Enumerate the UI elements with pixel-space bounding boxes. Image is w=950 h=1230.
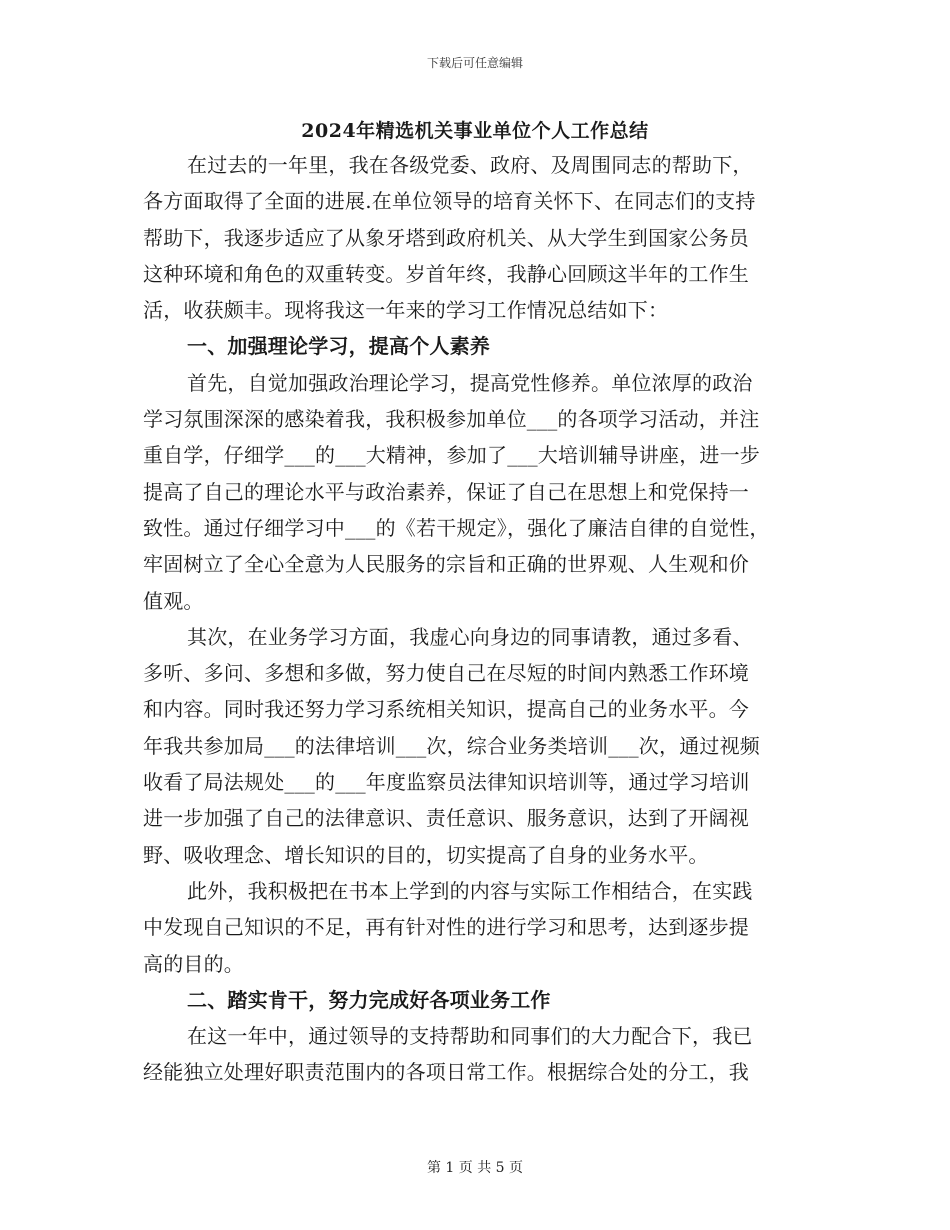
document-body [143, 147, 813, 1091]
paragraph-line: 帮助下，我逐步适应了从象牙塔到政府机关、从大学生到国家公务员 [143, 225, 749, 250]
paragraph-line: 经能独立处理好职责范围内的各项日常工作。根据综合处的分工，我 [143, 1060, 749, 1085]
paragraph-line: 牢固树立了全心全意为人民服务的宗旨和正确的世界观、人生观和价 [143, 552, 749, 577]
paragraph-line: 学习氛围深深的感染着我，我积极参加单位___的各项学习活动，并注 [143, 407, 760, 432]
paragraph-line: 重自学，仔细学___的___大精神，参加了___大培训辅导讲座，进一步 [143, 443, 760, 468]
paragraph-line: 中发现自己知识的不足，再有针对性的进行学习和思考，达到逐步提 [143, 915, 749, 940]
paragraph-line: 各方面取得了全面的进展.在单位领导的培育关怀下、在同志们的支持 [143, 189, 756, 214]
paragraph-line: 多听、多问、多想和多做，努力使自己在尽短的时间内熟悉工作环境 [143, 661, 749, 686]
paragraph-line: 致性。通过仔细学习中___的《若干规定》，强化了廉洁自律的自觉性， [143, 515, 770, 540]
paragraph-line: 和内容。同时我还努力学习系统相关知识，提高自己的业务水平。今 [143, 697, 749, 722]
paragraph-line: 年我共参加局___的法律培训___次，综合业务类培训___次，通过视频 [143, 733, 760, 758]
paragraph-line: 此外，我积极把在书本上学到的内容与实际工作相结合，在实践 [187, 878, 753, 903]
paragraph-line: 值观。 [143, 588, 204, 613]
paragraph-line: 进一步加强了自己的法律意识、责任意识、服务意识，达到了开阔视 [143, 806, 749, 831]
paragraph-line: 这种环境和角色的双重转变。岁首年终，我静心回顾这半年的工作生 [143, 261, 749, 286]
header-note: 下载后可任意编辑 [426, 56, 523, 70]
document-title: 2024年精选机关事业单位个人工作总结 [301, 120, 649, 142]
paragraph-line: 其次，在业务学习方面，我虚心向身边的同事请教，通过多看、 [187, 624, 753, 649]
paragraph-line: 高的目的。 [143, 951, 244, 976]
paragraph-line: 首先，自觉加强政治理论学习，提高党性修养。单位浓厚的政治 [187, 370, 753, 395]
paragraph-line: 活，收获颇丰。现将我这一年来的学习工作情况总结如下： [143, 298, 669, 323]
section-heading-1: 一、加强理论学习，提高个人素养 [187, 334, 490, 359]
paragraph-line: 在这一年中，通过领导的支持帮助和同事们的大力配合下，我已 [187, 1024, 753, 1049]
paragraph-line: 野、吸收理念、增长知识的目的，切实提高了自身的业务水平。 [143, 842, 709, 867]
paragraph-line: 收看了局法规处___的___年度监察员法律知识培训等，通过学习培训 [143, 770, 750, 795]
page-footer: 第 1 页 共 5 页 [426, 1160, 524, 1176]
paragraph-line: 提高了自己的理论水平与政治素养，保证了自己在思想上和党保持一 [143, 479, 749, 504]
paragraph-line: 在过去的一年里，我在各级党委、政府、及周围同志的帮助下， [187, 153, 753, 177]
section-heading-2: 二、踏实肯干，努力完成好各项业务工作 [187, 987, 551, 1012]
